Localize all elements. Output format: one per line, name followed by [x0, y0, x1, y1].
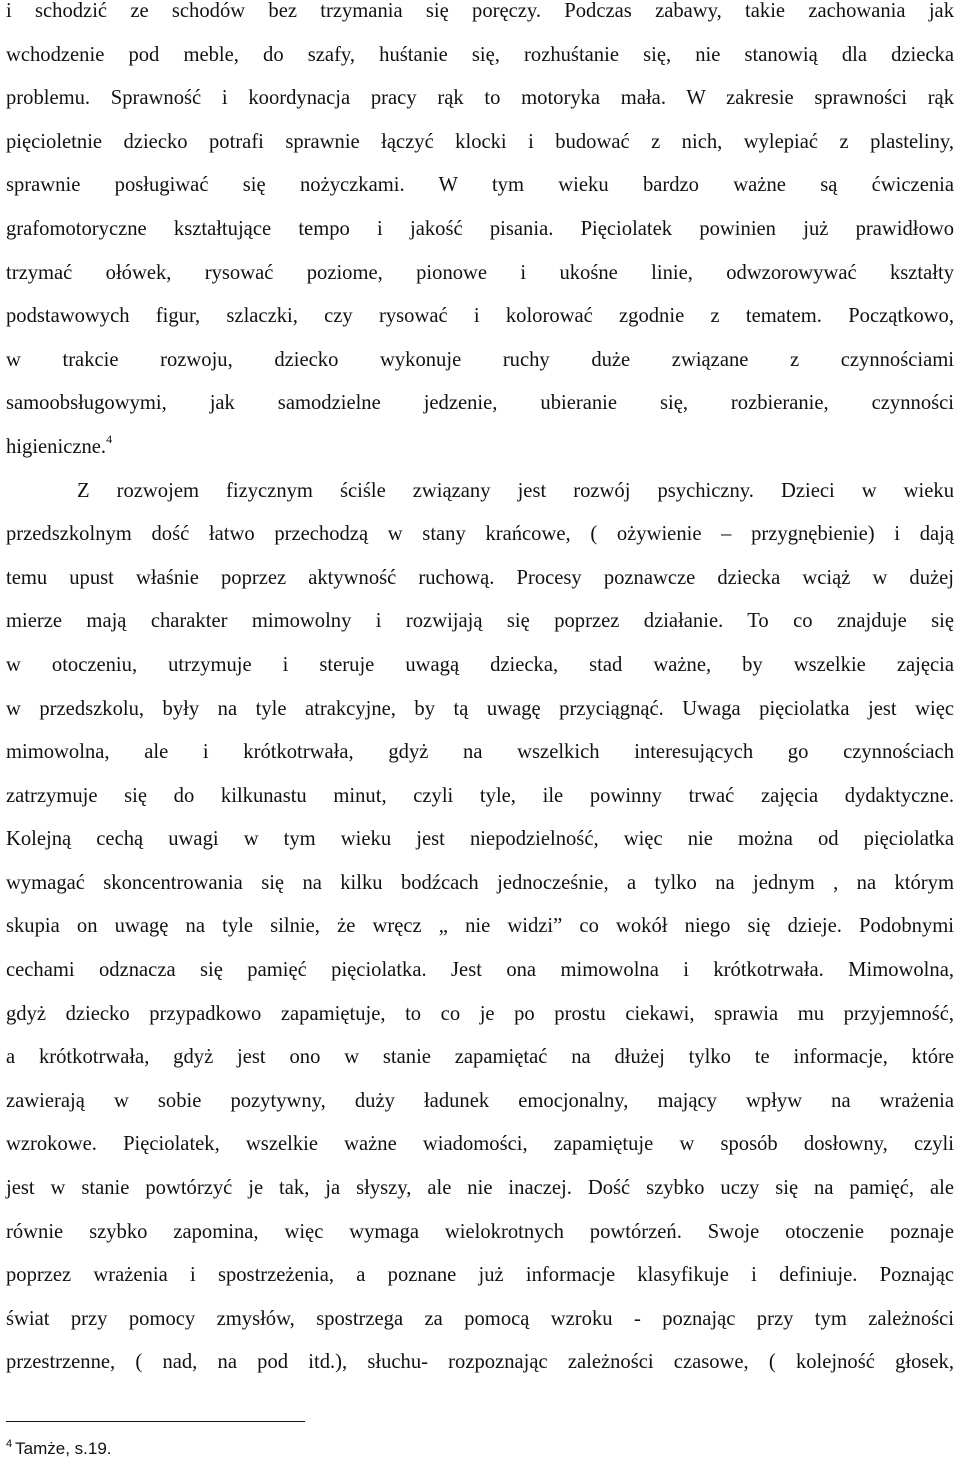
- text-line: zatrzymuje się do kilkunastu minut, czyli tyle, ile powinny trwać zajęcia dydaktyczne.: [6, 784, 954, 807]
- text-line: cechami odznacza się pamięć pięciolatka. Jest ona mimowolna i krótkotrwała. Mimowolna,: [6, 959, 954, 982]
- text-line: a krótkotrwała, gdyż jest ono w stanie zapamiętać na dłużej tylko te informacje, które: [6, 1046, 954, 1069]
- footnote-reference[interactable]: 4: [106, 431, 113, 446]
- footnote-separator: [6, 1421, 305, 1422]
- text-line: mierze mają charakter mimowolny i rozwijają się poprzez działanie. To co znajduje się: [6, 610, 954, 633]
- text-line: grafomotoryczne kształtujące tempo i jakość pisania. Pięciolatek powinien już prawidłowo: [6, 217, 954, 240]
- text-line: wymagać skoncentrowania się na kilku bodźcach jednocześnie, a tylko na jednym , na którym: [6, 871, 954, 894]
- text-line: sprawnie posługiwać się nożyczkami. W tym wieku bardzo ważne są ćwiczenia: [6, 174, 954, 197]
- body-text: [6, 0, 954, 1385]
- text-line: temu upust właśnie poprzez aktywność ruchową. Procesy poznawcze dziecka wciąż w dużej: [6, 566, 954, 589]
- text-line-content: higieniczne.: [6, 435, 107, 458]
- text-line: wchodzenie pod meble, do szafy, huśtanie się, rozhuśtanie się, nie stanowią dla dziecka: [6, 43, 954, 66]
- text-line: poprzez wrażenia i spostrzeżenia, a poznane już informacje klasyfikuje i definiuje. Poznając: [6, 1264, 954, 1287]
- text-line: w otoczeniu, utrzymuje i steruje uwagą dziecka, stad ważne, by wszelkie zajęcia: [6, 653, 954, 676]
- text-line: świat przy pomocy zmysłów, spostrzega za pomocą wzroku - poznając przy tym zależności: [6, 1307, 954, 1330]
- text-line: pięcioletnie dziecko potrafi sprawnie łączyć klocki i budować z nich, wylepiać z plasteliny,: [6, 130, 954, 153]
- footnote-number: 4: [6, 1438, 13, 1450]
- text-line: problemu. Sprawność i koordynacja pracy rąk to motoryka mała. W zakresie sprawności rąk: [6, 87, 954, 110]
- paragraph-psychic-development: [6, 470, 954, 1385]
- paragraph-motor-skills: [6, 0, 954, 470]
- text-line: skupia on uwagę na tyle silnie, że wręcz „ nie widzi” co wokół niego się dzieje. Podobnymi: [6, 915, 954, 938]
- text-line: Kolejną cechą uwagi w tym wieku jest niepodzielność, więc nie można od pięciolatka: [6, 828, 954, 851]
- text-line-last: [6, 426, 954, 470]
- text-line: przestrzenne, ( nad, na pod itd.), słuchu- rozpoznając zależności czasowe, ( kolejność głosek,: [6, 1351, 954, 1374]
- text-line: gdyż dziecko przypadkowo zapamiętuje, to co je po prostu ciekawi, sprawia mu przyjemność,: [6, 1002, 954, 1025]
- text-line: zawierają w sobie pozytywny, duży ładunek emocjonalny, mający wpływ na wrażenia: [6, 1089, 954, 1112]
- text-line: mimowolna, ale i krótkotrwała, gdyż na wszelkich interesujących go czynnościach: [6, 741, 954, 764]
- text-line: przedszkolnym dość łatwo przechodzą w stany krańcowe, ( ożywienie – przygnębienie) i dają: [6, 523, 954, 546]
- text-line: jest w stanie powtórzyć je tak, ja słyszy, ale nie inaczej. Dość szybko uczy się na pamięć, ale: [6, 1177, 954, 1200]
- text-line: trzymać ołówek, rysować poziome, pionowe i ukośne linie, odwzorowywać kształty: [6, 261, 954, 284]
- text-line: i schodzić ze schodów bez trzymania się poręczy. Podczas zabawy, takie zachowania jak: [6, 0, 954, 22]
- footnote: [6, 1438, 112, 1460]
- text-line: w przedszkolu, były na tyle atrakcyjne, by tą uwagę przyciągnąć. Uwaga pięciolatka jest więc: [6, 697, 954, 720]
- text-line: w trakcie rozwoju, dziecko wykonuje ruchy duże związane z czynnościami: [6, 348, 954, 371]
- text-line: podstawowych figur, szlaczki, czy rysować i kolorować zgodnie z tematem. Początkowo,: [6, 305, 954, 328]
- text-line-indented: Z rozwojem fizycznym ściśle związany jest rozwój psychiczny. Dzieci w wieku: [77, 479, 954, 502]
- text-line: równie szybko zapomina, więc wymaga wielokrotnych powtórzeń. Swoje otoczenie poznaje: [6, 1220, 954, 1243]
- text-line: samoobsługowymi, jak samodzielne jedzenie, ubieranie się, rozbieranie, czynności: [6, 392, 954, 415]
- footnote-text: Tamże, s.19.: [15, 1439, 112, 1458]
- text-line: wzrokowe. Pięciolatek, wszelkie ważne wiadomości, zapamiętuje w sposób dosłowny, czyli: [6, 1133, 954, 1156]
